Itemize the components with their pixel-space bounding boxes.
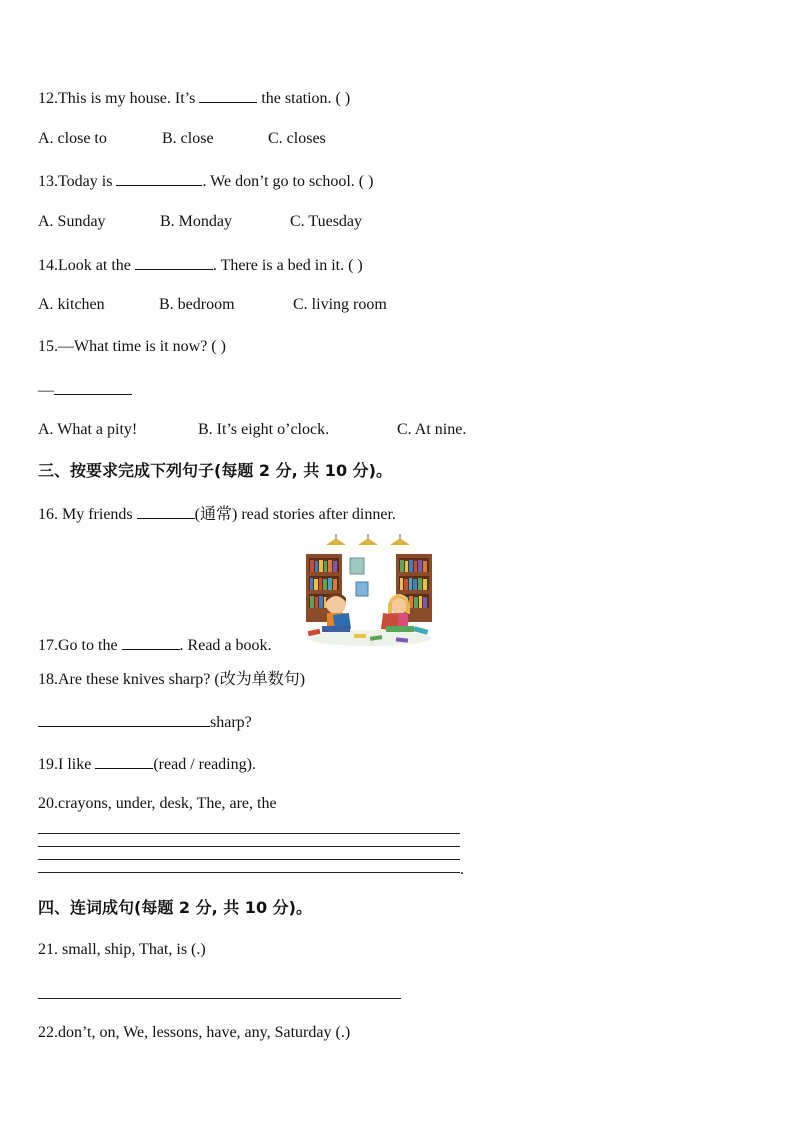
option-c[interactable]: C. At nine.: [397, 421, 467, 438]
question-13: [38, 170, 373, 192]
option-a[interactable]: A. close to: [38, 130, 107, 147]
question-17: [38, 634, 272, 656]
question-15-answer: [38, 379, 132, 401]
question-15-options: [38, 420, 466, 440]
question-19: [38, 753, 256, 775]
question-14-options: [38, 295, 387, 315]
question-15: 15.—What time is it now? ( ): [38, 338, 226, 355]
option-a[interactable]: A. Sunday: [38, 213, 106, 230]
option-c[interactable]: C. Tuesday: [290, 213, 363, 230]
question-12-options: [38, 129, 326, 149]
option-c[interactable]: C. living room: [293, 296, 387, 313]
question-17-text-end: . Read a book.: [179, 637, 272, 654]
answer-line[interactable]: [38, 872, 460, 873]
question-18-answer-end: sharp?: [210, 714, 252, 731]
answer-blank[interactable]: [199, 87, 257, 103]
question-14-text: 14.Look at the: [38, 257, 135, 274]
wall-picture: [350, 558, 364, 574]
question-21: 21. small, ship, That, is (.): [38, 941, 206, 958]
question-12: [38, 87, 350, 109]
question-16: [38, 503, 396, 525]
question-13-text-end: . We don’t go to school. ( ): [202, 173, 374, 190]
question-20: 20.crayons, under, desk, The, are, the: [38, 795, 277, 812]
lamp-icon: [326, 534, 410, 545]
question-16-text-end: (通常) read stories after dinner.: [194, 506, 396, 523]
option-c[interactable]: C. closes: [268, 130, 326, 147]
question-17-text: 17.Go to the: [38, 637, 122, 654]
answer-blank[interactable]: [116, 170, 202, 186]
question-16-text: 16. My friends: [38, 506, 137, 523]
question-14-text-end: . There is a bed in it. ( ): [212, 257, 363, 274]
answer-blank[interactable]: [95, 753, 153, 769]
question-12-text: 12.This is my house. It’s: [38, 90, 200, 107]
answer-line[interactable]: [38, 833, 460, 834]
question-22: 22.don’t, on, We, lessons, have, any, Saturday (.): [38, 1024, 351, 1041]
answer-line[interactable]: [38, 846, 460, 847]
question-14: [38, 254, 363, 276]
section-3-heading: 三、按要求完成下列句子(每题 2 分, 共 10 分)。: [38, 461, 392, 480]
question-13-options: [38, 212, 362, 232]
answer-blank[interactable]: [38, 711, 210, 727]
answer-blank[interactable]: [54, 379, 132, 395]
wall-picture: [356, 582, 368, 596]
dash: —: [38, 382, 54, 399]
answer-blank[interactable]: [135, 254, 213, 270]
question-13-text: 13.Today is: [38, 173, 117, 190]
question-18: 18.Are these knives sharp? (改为单数句): [38, 671, 306, 688]
option-b[interactable]: B. close: [162, 130, 214, 147]
option-b[interactable]: B. It’s eight o’clock.: [198, 421, 330, 438]
option-b[interactable]: B. bedroom: [159, 296, 235, 313]
question-18-answer: [38, 711, 252, 733]
answer-blank[interactable]: [137, 503, 195, 519]
answer-line[interactable]: [38, 859, 460, 860]
question-19-text: 19.I like: [38, 756, 96, 773]
library-illustration: [304, 534, 434, 650]
question-12-text-end: the station. ( ): [257, 90, 351, 107]
option-b[interactable]: B. Monday: [160, 213, 232, 230]
option-a[interactable]: A. kitchen: [38, 296, 105, 313]
section-4-heading: 四、连词成句(每题 2 分, 共 10 分)。: [38, 898, 312, 917]
question-20-end-mark: .: [460, 861, 464, 878]
option-a[interactable]: A. What a pity!: [38, 421, 138, 438]
answer-line[interactable]: [38, 998, 401, 999]
answer-blank[interactable]: [122, 634, 180, 650]
question-19-text-end: (read / reading).: [153, 756, 256, 773]
